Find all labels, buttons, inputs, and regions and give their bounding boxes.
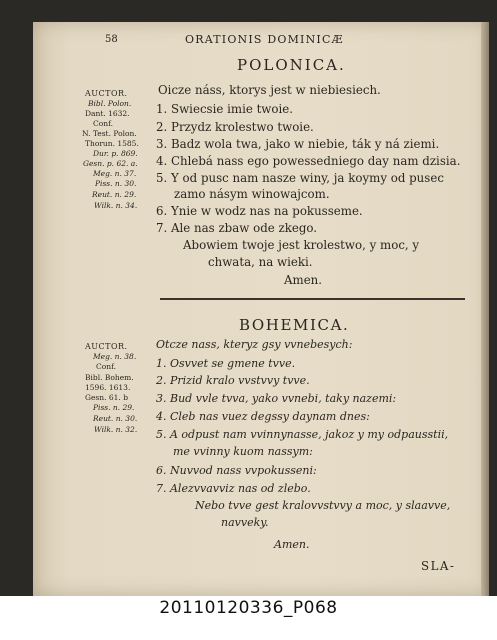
prayer-line: 5. Y od pusc nam nasze winy, ja koymy od pusec: [156, 171, 444, 185]
page-edge: [481, 22, 489, 596]
margin-reference: Gesn. p. 62. a.: [83, 159, 138, 168]
margin-reference: Reut. n. 30.: [93, 414, 138, 423]
prayer-line: me vvinny kuom nassym:: [173, 445, 313, 458]
margin-reference: Dant. 1632.: [85, 109, 130, 118]
prayer-intro: Otcze nass, kteryz gsy vvnebesych:: [156, 338, 353, 351]
doxology-line: chwata, na wieki.: [208, 255, 313, 269]
catchword: SLA-: [421, 559, 456, 573]
margin-reference: Conf.: [96, 362, 116, 371]
section-divider: [160, 298, 465, 300]
margin-reference: Wilk. n. 32.: [94, 425, 138, 434]
prayer-line: 1. Swiecsie imie twoie.: [156, 102, 294, 116]
margin-reference: N. Test. Polon.: [82, 129, 137, 138]
prayer-line: 4. Cleb nas vuez degssy daynam dnes:: [156, 410, 370, 423]
book-page: [33, 22, 489, 596]
prayer-line: 7. Alezvvavviz nas od zlebo.: [156, 482, 311, 495]
prayer-intro: Oicze náss, ktorys jest w niebiesiech.: [158, 83, 381, 97]
image-caption: 20110120336_P068: [159, 598, 338, 618]
prayer-line: 5. A odpust nam vvinnynasse, jakoz y my odpausstii,: [156, 428, 449, 441]
prayer-line: 4. Chlebá nass ego powessedniego day nam dzisia.: [156, 154, 461, 168]
prayer-line: 1. Osvvet se gmene tvve.: [156, 357, 296, 370]
prayer-line: 6. Nuvvod nass vvpokusseni:: [156, 464, 317, 477]
auctor-label: AUCTOR.: [85, 89, 128, 98]
prayer-line: 2. Prizid kralo vvstvvy tvve.: [156, 374, 310, 387]
doxology-line: Nebo tvve gest kralovvstvvy a moc, y slaavve,: [195, 499, 451, 512]
margin-reference: Thorun. 1585.: [85, 139, 139, 148]
margin-reference: Piss. n. 29.: [93, 403, 135, 412]
running-title: ORATIONIS DOMINICÆ: [185, 33, 344, 46]
margin-reference: Conf.: [93, 119, 113, 128]
margin-reference: Meg. n. 38.: [93, 352, 137, 361]
margin-reference: Bibl. Polon.: [88, 99, 132, 108]
margin-reference: Reut. n. 29.: [92, 190, 137, 199]
prayer-line: 3. Badz wola twa, jako w niebie, ták y ná ziemi.: [156, 137, 440, 151]
auctor-label: AUCTOR.: [85, 342, 128, 351]
prayer-line: 7. Ale nas zbaw ode zkego.: [156, 221, 318, 235]
margin-reference: Wilk. n. 34.: [94, 201, 138, 210]
margin-reference: Meg. n. 37.: [93, 169, 137, 178]
margin-reference: Dur. p. 869.: [93, 149, 138, 158]
prayer-line: 6. Ynie w wodz nas na pokusseme.: [156, 204, 363, 218]
doxology-line: Abowiem twoje jest krolestwo, y moc, y: [183, 238, 420, 252]
amen-line: Amen.: [284, 273, 323, 287]
margin-reference: Bibl. Bohem.: [85, 373, 134, 382]
amen-line: Amen.: [274, 538, 310, 551]
page-number: 58: [105, 34, 118, 45]
prayer-line: zamo násym winowajcom.: [174, 187, 330, 201]
margin-reference: 1596. 1613.: [85, 383, 131, 392]
doxology-line: navveky.: [221, 516, 269, 529]
margin-reference: Gesn. 61. b: [85, 393, 128, 402]
prayer-line: 3. Bud vvle tvva, yako vvnebi, taky nazemi:: [156, 392, 397, 405]
section-heading-polonica: POLONICA.: [237, 56, 346, 74]
section-heading-bohemica: BOHEMICA.: [239, 316, 350, 334]
prayer-line: 2. Przydz krolestwo twoie.: [156, 120, 314, 134]
margin-reference: Piss. n. 30.: [95, 179, 137, 188]
